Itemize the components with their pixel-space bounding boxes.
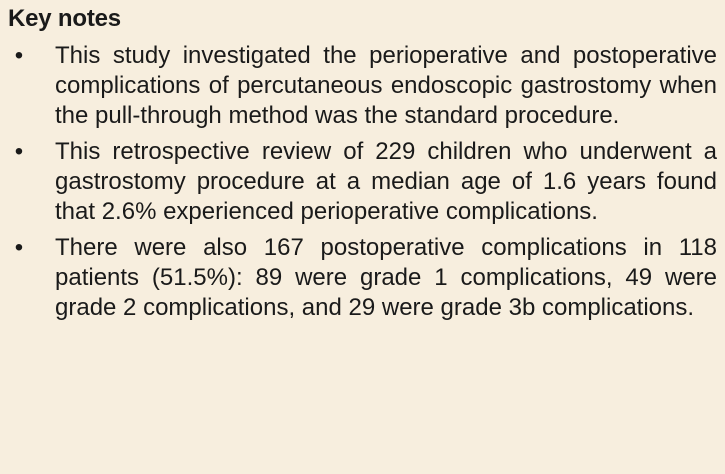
note-text: This retrospective review of 229 children who underwent a gastrostomy procedure at a median age of 1.6 years found that 2.6% experienced perioperative complications. [55, 138, 717, 225]
note-text: There were also 167 postoperative complications in 118 patients (51.5%): 89 were grade 1 complications, 49 were grade 2 complications, and 29 were grade 3b complications. [55, 234, 717, 321]
list-item [8, 41, 717, 131]
key-notes-heading: Key notes [8, 5, 121, 32]
bullet-icon: • [14, 138, 24, 165]
bullet-icon: • [14, 234, 24, 261]
key-notes-list [8, 41, 717, 323]
list-item [8, 137, 717, 227]
note-text: This study investigated the perioperative and postoperative complications of percutaneous endoscopic gastrostomy when the pull-through method was the standard procedure. [55, 42, 717, 129]
bullet-icon: • [14, 42, 24, 69]
list-item [8, 233, 717, 323]
